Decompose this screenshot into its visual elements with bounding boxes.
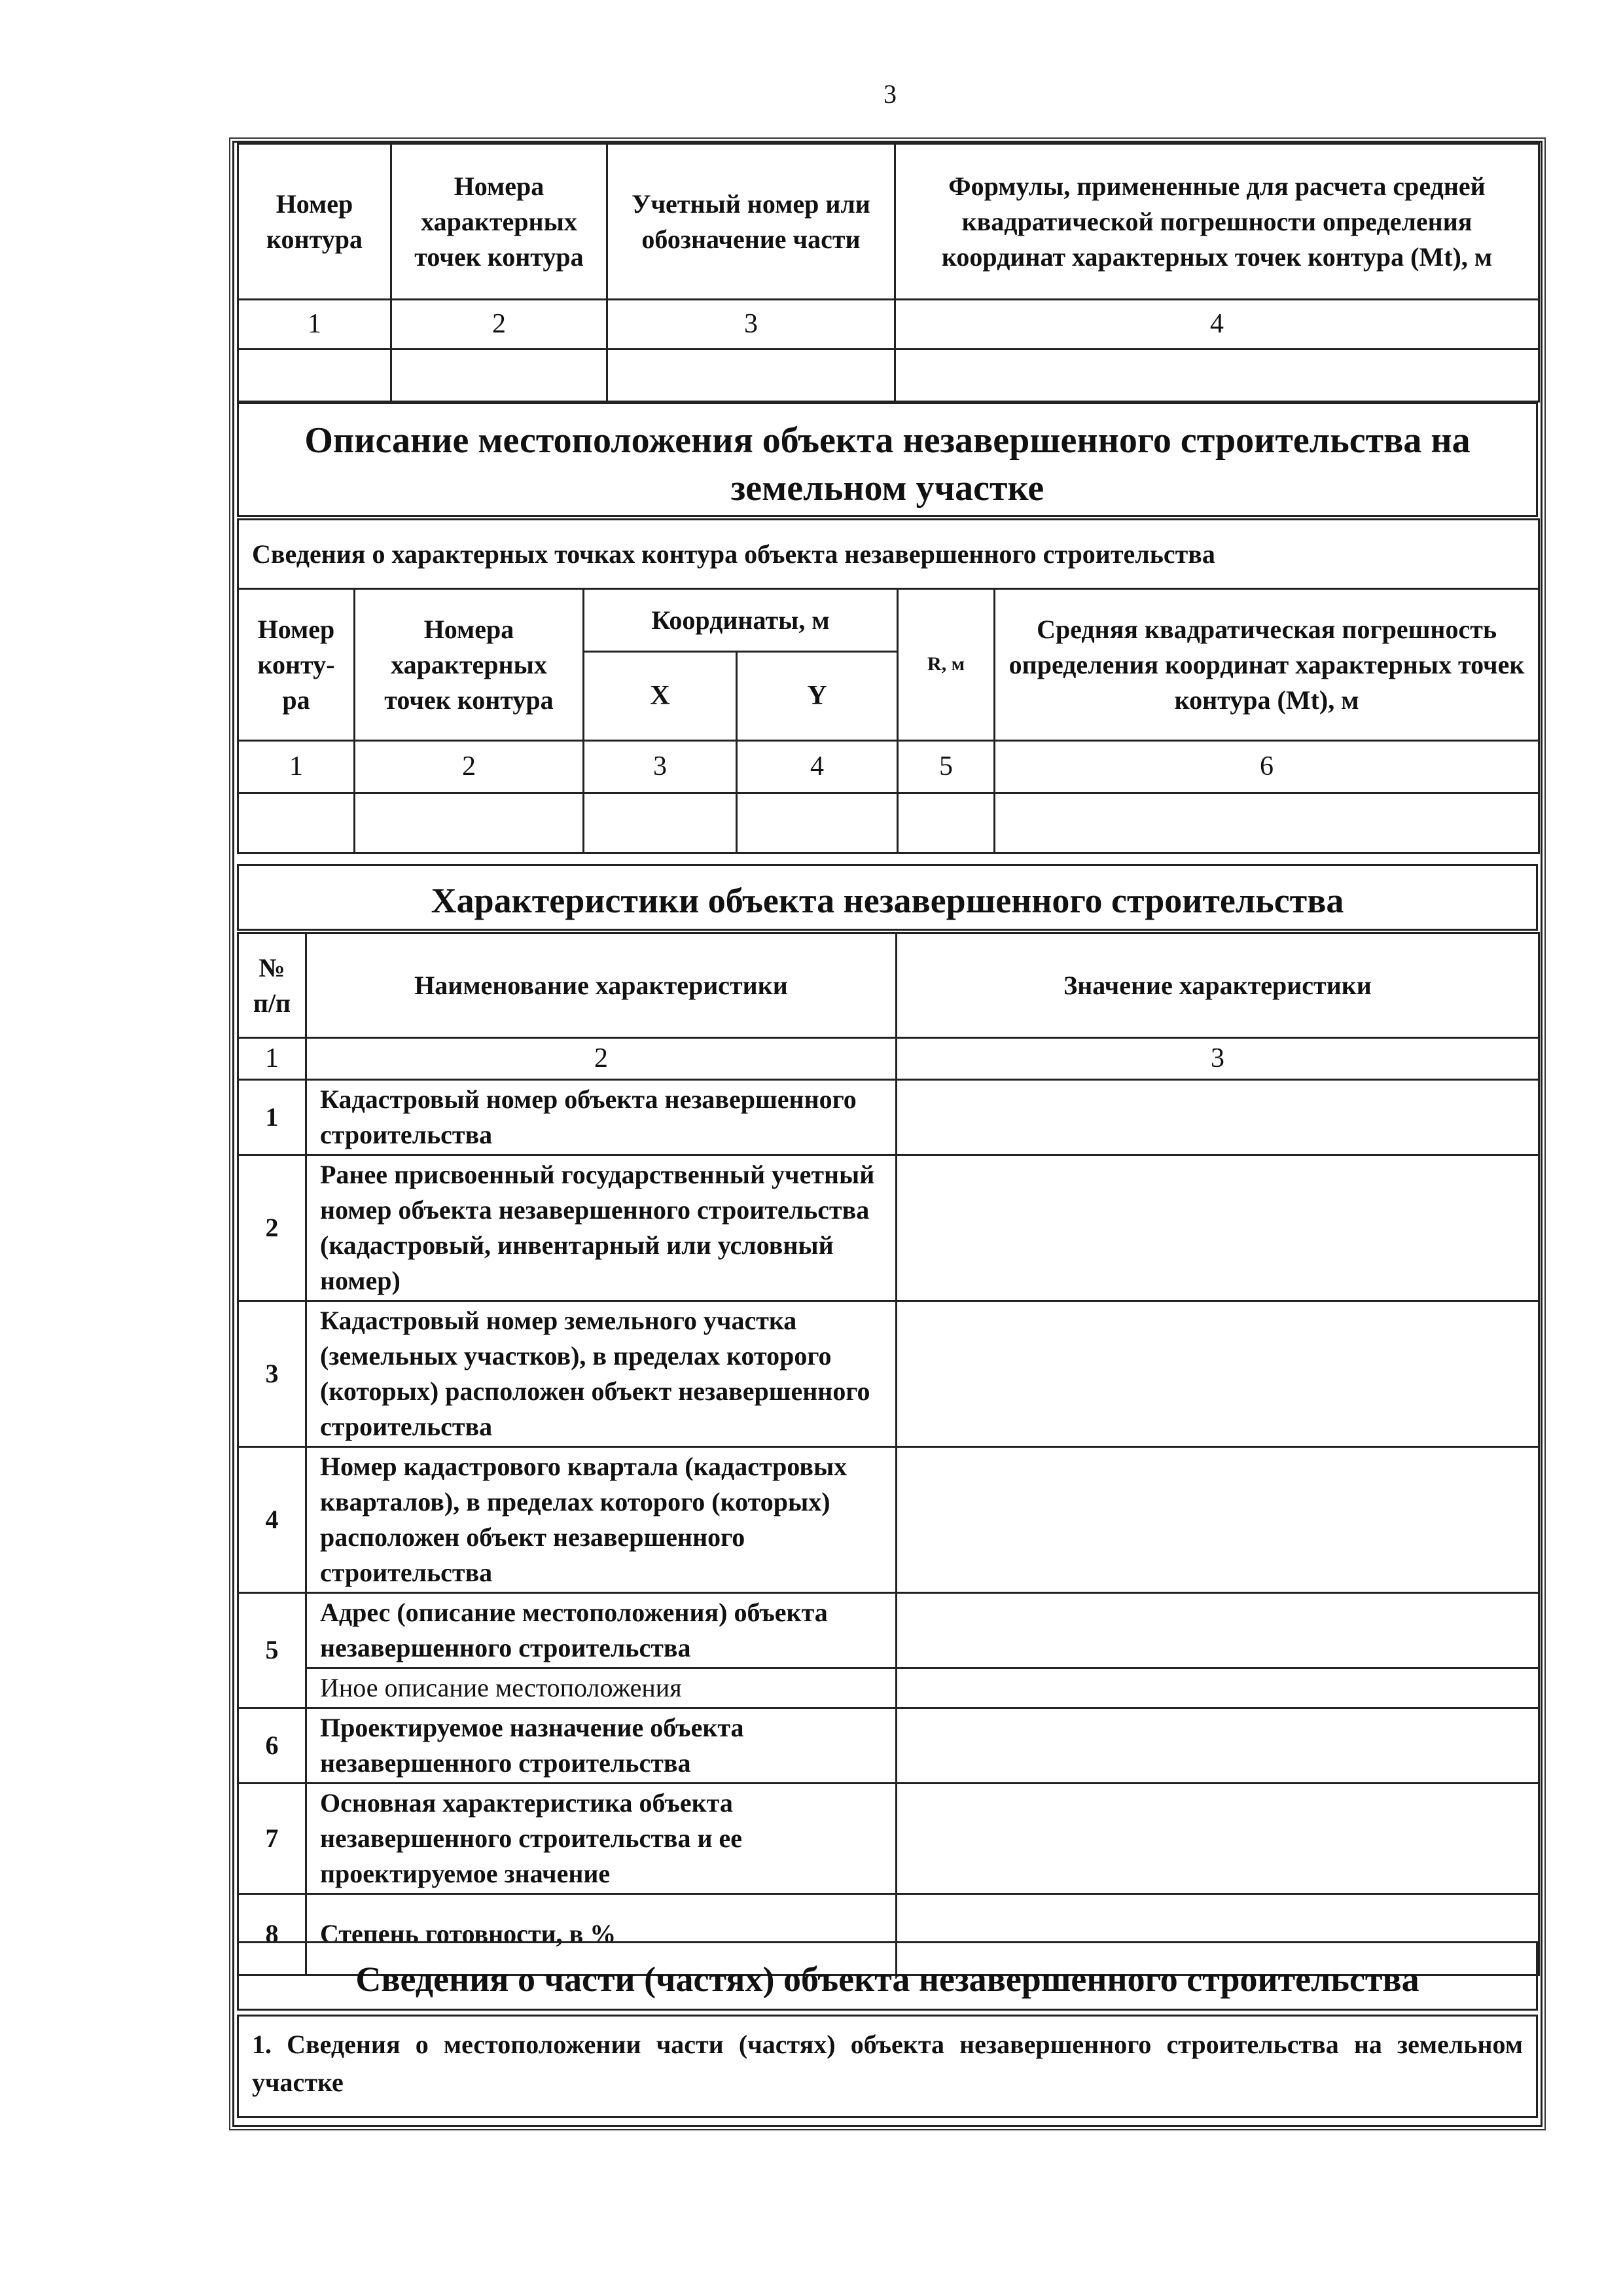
section-title-characteristics bbox=[237, 864, 1538, 931]
characteristic-value bbox=[897, 1592, 1539, 1668]
col-number: 4 bbox=[895, 300, 1539, 350]
header-y: Y bbox=[737, 652, 898, 741]
section-title-location-text: Описание местоположения объекта незавершенного строительства на земельном участке bbox=[304, 420, 1471, 509]
row-index: 6 bbox=[238, 1708, 306, 1783]
header-coordinates: Координаты, м bbox=[584, 589, 898, 652]
section-title-characteristics-text: Характеристики объекта незавершенного строительства bbox=[431, 881, 1344, 920]
characteristic-name-other-location: Иное описание местоположения bbox=[306, 1668, 897, 1708]
header-r: R, м bbox=[898, 589, 995, 741]
row-index: 3 bbox=[238, 1300, 306, 1446]
empty-cell bbox=[895, 350, 1539, 402]
characteristic-value bbox=[897, 1300, 1539, 1446]
col-number: 1 bbox=[238, 1038, 306, 1080]
empty-cell bbox=[737, 793, 898, 853]
col-number: 1 bbox=[238, 741, 355, 793]
col-number: 4 bbox=[737, 741, 898, 793]
characteristic-value bbox=[897, 1155, 1539, 1300]
row-index: 8 bbox=[238, 1893, 306, 1975]
empty-cell bbox=[238, 350, 391, 402]
header-contour-number: Номер конту-ра bbox=[238, 589, 355, 741]
header-characteristic-name: Наименование характеристики bbox=[306, 933, 897, 1038]
header-contour-number: Номер контура bbox=[238, 144, 391, 300]
characteristic-name: Ранее присвоенный государственный учетный номер объекта незавершенного строительства (кадастровый, инвентарный или условный номер) bbox=[306, 1155, 897, 1300]
contour-formula-table bbox=[237, 143, 1540, 403]
empty-cell bbox=[898, 793, 995, 853]
parts-location-caption-text: 1. Сведения о местоположении части (частях) объекта незавершенного строительства на земельном участке bbox=[252, 2030, 1523, 2097]
header-mean-error: Средняя квадратическая погрешность определения координат характерных точек контура (Mt), м bbox=[995, 589, 1539, 741]
characteristic-value bbox=[897, 1783, 1539, 1893]
header-point-numbers: Номера характерных точек контура bbox=[391, 144, 607, 300]
col-number: 2 bbox=[391, 300, 607, 350]
header-point-numbers: Номера характерных точек контура bbox=[355, 589, 584, 741]
header-characteristic-value: Значение характеристики bbox=[897, 933, 1539, 1038]
parts-location-caption bbox=[237, 2015, 1538, 2118]
contour-points-table bbox=[237, 518, 1540, 854]
empty-cell bbox=[607, 350, 895, 402]
characteristic-name: Кадастровый номер объекта незавершенного строительства bbox=[306, 1079, 897, 1155]
empty-cell bbox=[391, 350, 607, 402]
col-number: 3 bbox=[607, 300, 895, 350]
empty-cell bbox=[995, 793, 1539, 853]
col-number: 2 bbox=[306, 1038, 897, 1080]
characteristic-value bbox=[897, 1708, 1539, 1783]
section-title-parts-text: Сведения о части (частях) объекта незавершенного строительства bbox=[355, 1960, 1419, 1999]
characteristic-name: Номер кадастрового квартала (кадастровых кварталов), в пределах которого (которых) расположен объект незавершенного строительства bbox=[306, 1446, 897, 1592]
section-title-parts bbox=[237, 1941, 1538, 2011]
header-x: X bbox=[584, 652, 737, 741]
col-number: 3 bbox=[584, 741, 737, 793]
col-number: 1 bbox=[238, 300, 391, 350]
characteristic-name: Кадастровый номер земельного участка (земельных участков), в пределах которого (которых) расположен объект незавершенного строительства bbox=[306, 1300, 897, 1446]
row-index: 4 bbox=[238, 1446, 306, 1592]
characteristic-name: Степень готовности, в % bbox=[306, 1893, 897, 1975]
characteristic-value bbox=[897, 1446, 1539, 1592]
characteristics-table bbox=[237, 932, 1540, 1976]
characteristic-value bbox=[897, 1668, 1539, 1708]
empty-cell bbox=[355, 793, 584, 853]
col-number: 6 bbox=[995, 741, 1539, 793]
characteristic-name: Проектируемое назначение объекта незавершенного строительства bbox=[306, 1708, 897, 1783]
characteristic-name: Адрес (описание местоположения) объекта незавершенного строительства bbox=[306, 1592, 897, 1668]
col-number: 3 bbox=[897, 1038, 1539, 1080]
header-part-number: Учетный номер или обозначение части bbox=[607, 144, 895, 300]
row-index: 2 bbox=[238, 1155, 306, 1300]
row-index: 7 bbox=[238, 1783, 306, 1893]
characteristic-value bbox=[897, 1079, 1539, 1155]
row-index: 1 bbox=[238, 1079, 306, 1155]
points-table-caption: Сведения о характерных точках контура объекта незавершенного строительства bbox=[238, 520, 1539, 589]
section-title-location bbox=[237, 402, 1538, 517]
header-row-number: № п/п bbox=[238, 933, 306, 1038]
header-formulas: Формулы, примененные для расчета средней квадратической погрешности определения координат характерных точек контура (Mt), м bbox=[895, 144, 1539, 300]
col-number: 2 bbox=[355, 741, 584, 793]
page-number: 3 bbox=[883, 79, 897, 109]
empty-cell bbox=[584, 793, 737, 853]
characteristic-name: Основная характеристика объекта незавершенного строительства и ее проектируемое значение bbox=[306, 1783, 897, 1893]
empty-cell bbox=[238, 793, 355, 853]
row-index: 5 bbox=[238, 1592, 306, 1708]
col-number: 5 bbox=[898, 741, 995, 793]
